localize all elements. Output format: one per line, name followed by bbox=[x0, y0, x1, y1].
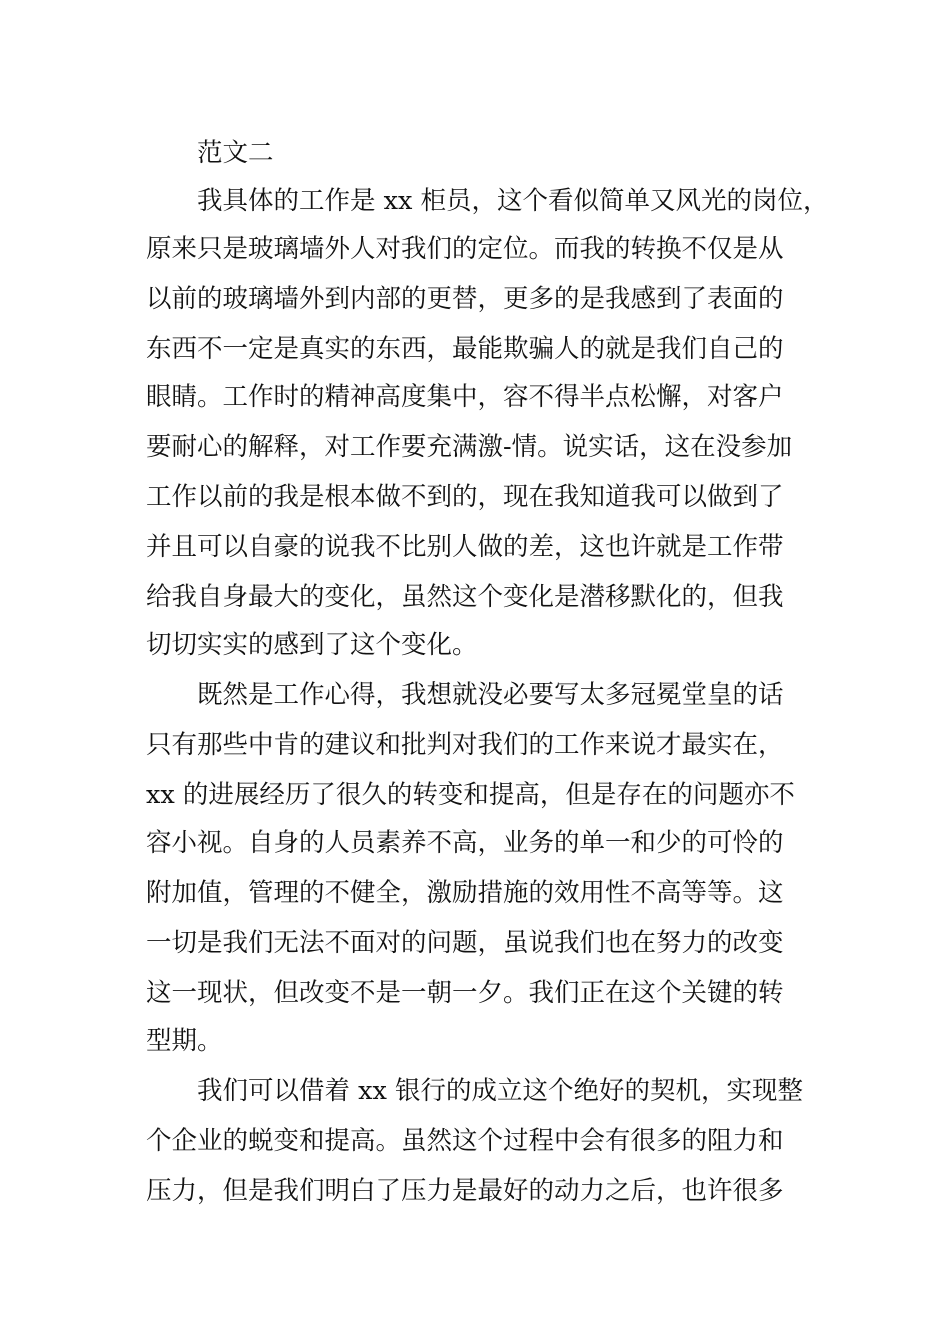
paragraph-line: 我们可以借着 xx 银行的成立这个绝好的契机，实现整 bbox=[197, 1076, 803, 1106]
document-heading: 范文二 bbox=[197, 138, 274, 168]
paragraph-line: 既然是工作心得，我想就没必要写太多冠冕堂皇的话 bbox=[197, 680, 784, 710]
paragraph-line: 型期。 bbox=[146, 1026, 223, 1056]
paragraph-line: 一切是我们无法不面对的问题，虽说我们也在努力的改变 bbox=[146, 928, 784, 958]
paragraph-line: 东西不一定是真实的东西，最能欺骗人的就是我们自己的 bbox=[146, 334, 784, 364]
paragraph-line: 附加值，管理的不健全，激励措施的效用性不高等等。这 bbox=[146, 878, 784, 908]
paragraph-line: 工作以前的我是根本做不到的，现在我知道我可以做到了 bbox=[146, 482, 784, 512]
paragraph-line: 要耐心的解释，对工作要充满激-情。说实话，这在没参加 bbox=[146, 432, 793, 462]
paragraph-line: xx 的进展经历了很久的转变和提高，但是存在的问题亦不 bbox=[146, 780, 795, 810]
paragraph-line: 切切实实的感到了这个变化。 bbox=[146, 630, 478, 660]
paragraph-line: 并且可以自豪的说我不比别人做的差，这也许就是工作带 bbox=[146, 532, 784, 562]
paragraph-line: 原来只是玻璃墙外人对我们的定位。而我的转换不仅是从 bbox=[146, 234, 784, 264]
paragraph-line: 容小视。自身的人员素养不高，业务的单一和少的可怜的 bbox=[146, 828, 784, 858]
paragraph-line: 个企业的蜕变和提高。虽然这个过程中会有很多的阻力和 bbox=[146, 1126, 784, 1156]
paragraph-line: 只有那些中肯的建议和批判对我们的工作来说才最实在， bbox=[146, 730, 784, 760]
paragraph-line: 我具体的工作是 xx 柜员，这个看似简单又风光的岗位， bbox=[197, 186, 829, 216]
paragraph-line: 给我自身最大的变化，虽然这个变化是潜移默化的，但我 bbox=[146, 582, 784, 612]
paragraph-line: 以前的玻璃墙外到内部的更替，更多的是我感到了表面的 bbox=[146, 284, 784, 314]
paragraph-line: 这一现状，但改变不是一朝一夕。我们正在这个关键的转 bbox=[146, 978, 784, 1008]
paragraph-line: 压力，但是我们明白了压力是最好的动力之后，也许很多 bbox=[146, 1176, 784, 1206]
paragraph-line: 眼睛。工作时的精神高度集中，容不得半点松懈，对客户 bbox=[146, 382, 784, 412]
